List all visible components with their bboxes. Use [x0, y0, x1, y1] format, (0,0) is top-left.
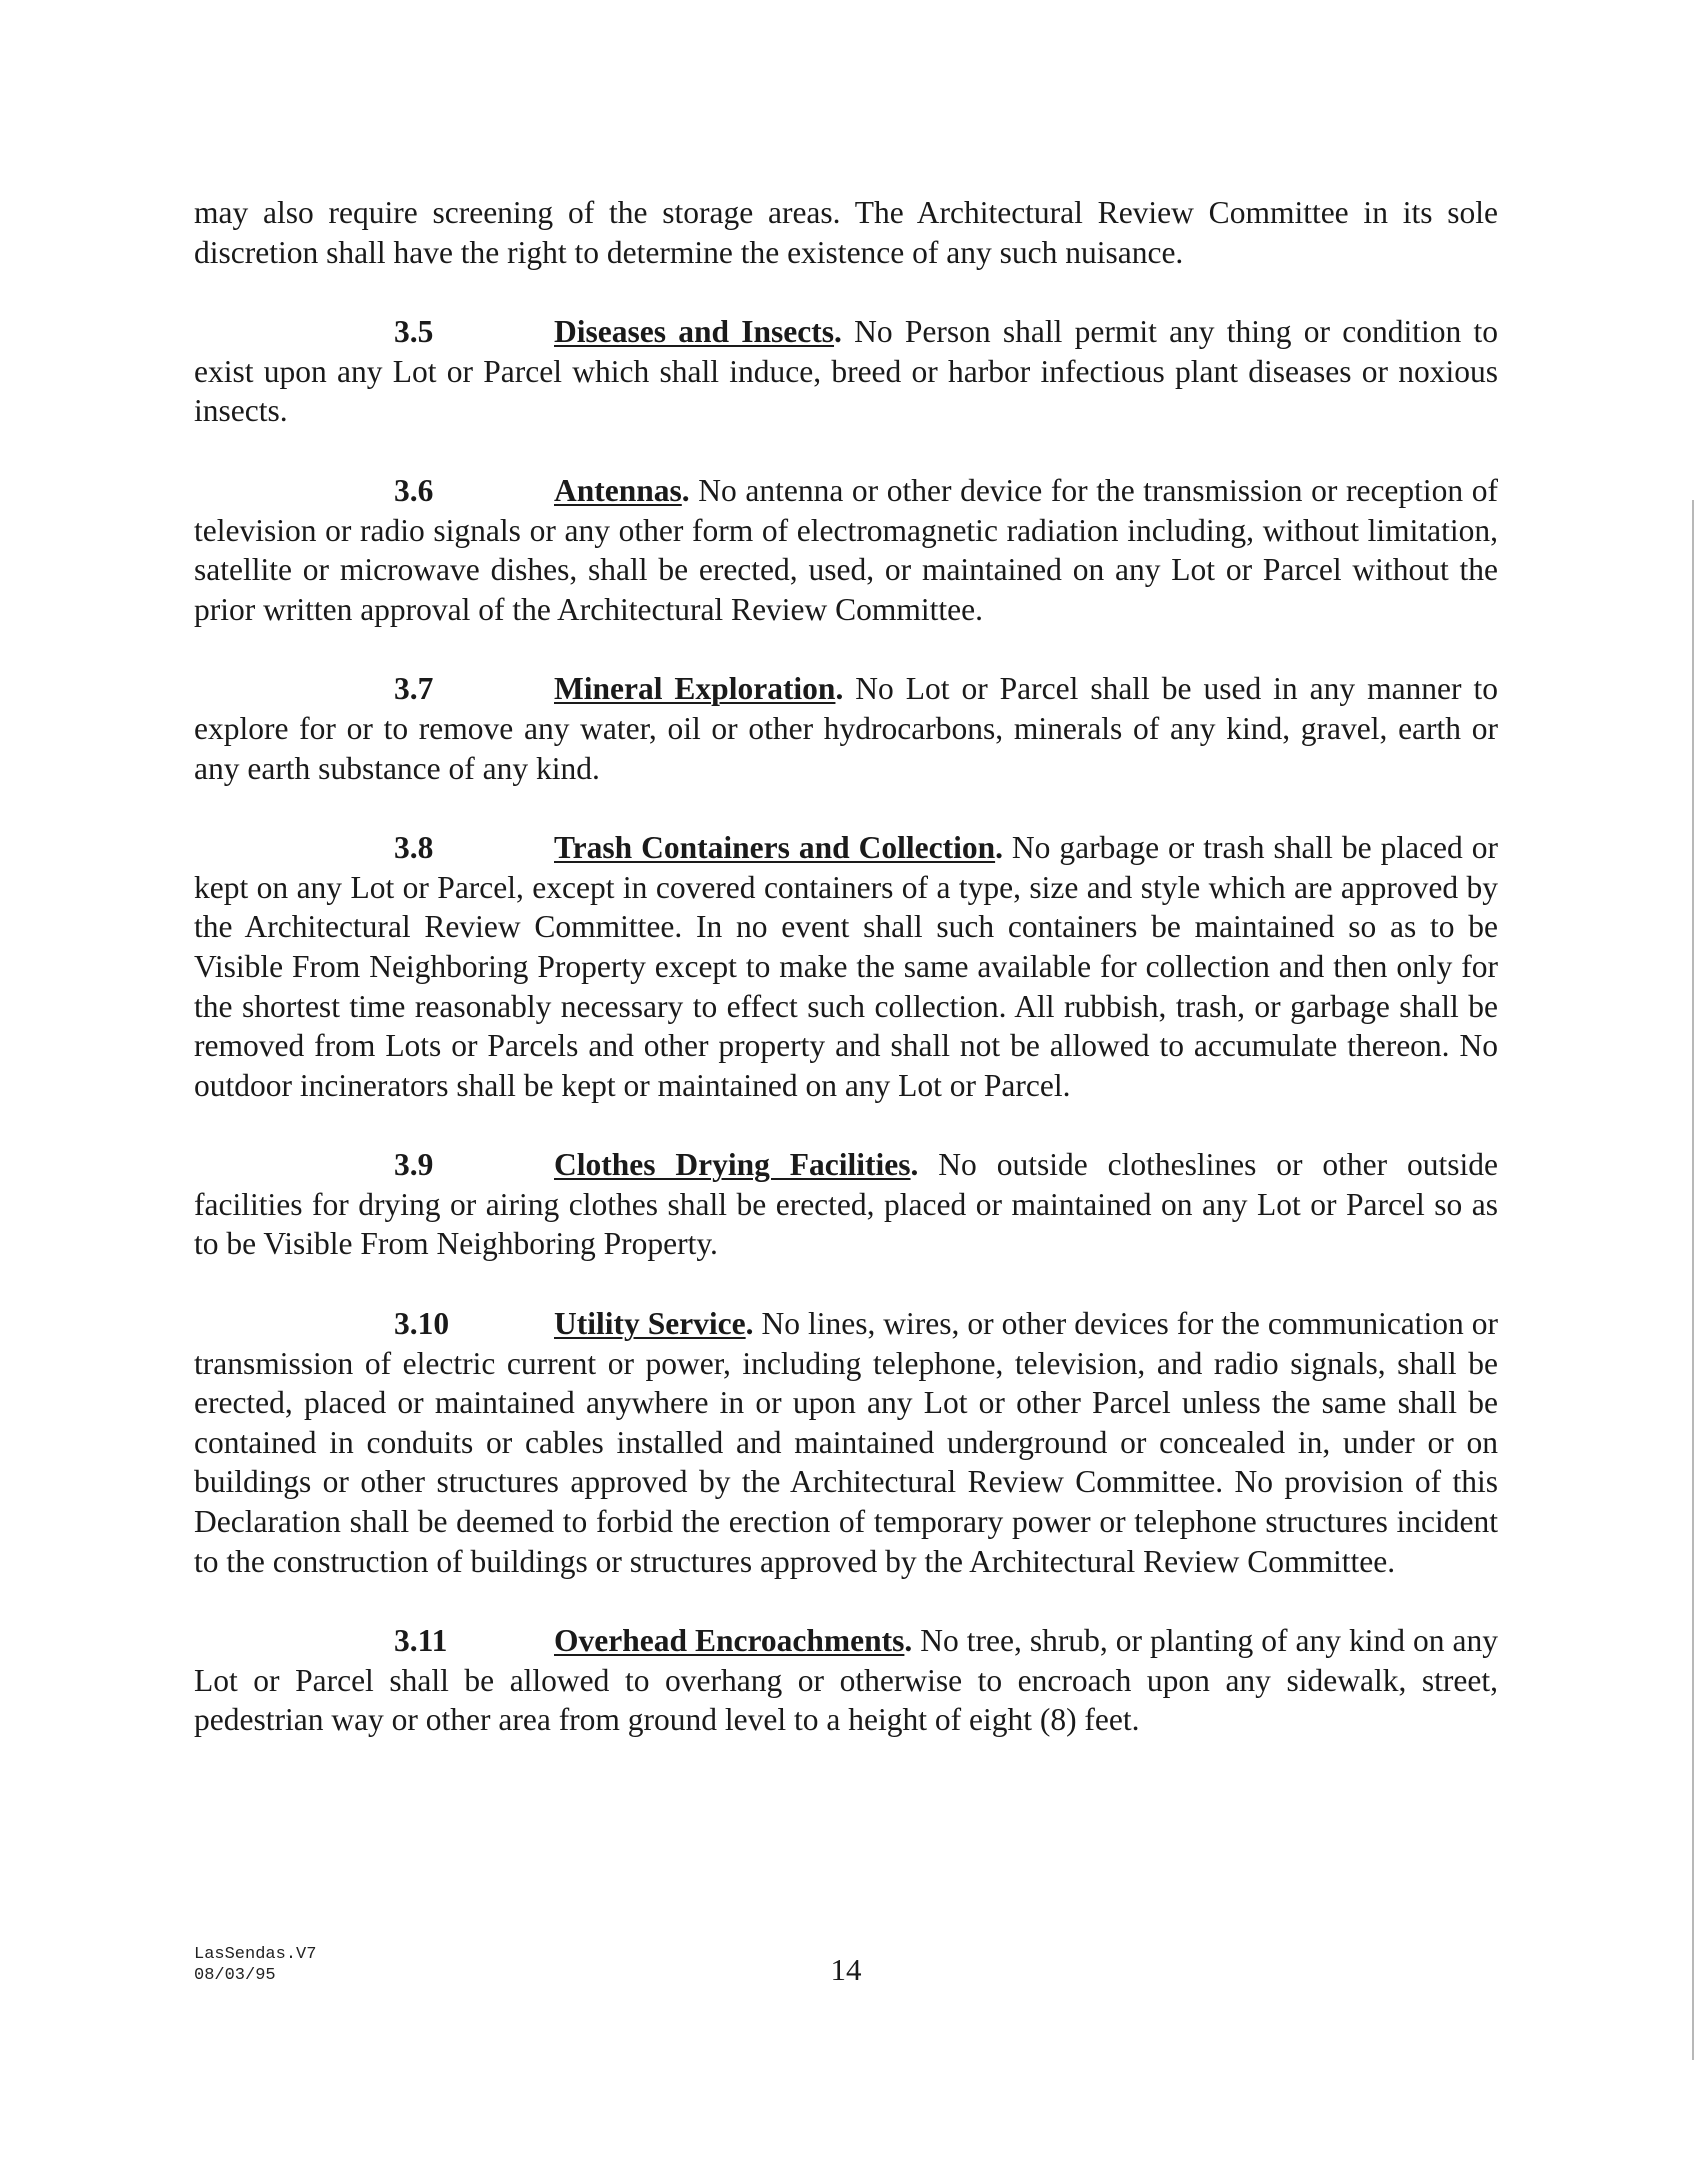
intro-paragraph	[194, 193, 1498, 272]
section-number: 3.9	[394, 1147, 434, 1183]
section-3-6	[194, 471, 1498, 629]
section-number: 3.10	[394, 1306, 450, 1342]
document-body	[194, 193, 1498, 1740]
section-title: Diseases and Insects	[554, 314, 835, 350]
section-3-5	[194, 312, 1498, 431]
section-title-punct: .	[835, 671, 844, 707]
section-3-11	[194, 1621, 1498, 1740]
section-body: No Person shall permit any thing or condition to exist upon any Lot or Parcel which shall induce, breed or harbor infectious plant diseases or noxious insects.	[194, 314, 1498, 429]
section-body: No Lot or Parcel shall be used in any manner to explore for or to remove any water, oil or other hydrocarbons, minerals of any kind, gravel, earth or any earth substance of any kind.	[194, 671, 1498, 786]
section-title: Antennas	[554, 472, 682, 508]
section-number: 3.7	[394, 671, 434, 707]
scan-edge-line	[1692, 500, 1694, 2060]
page-number: 14	[830, 1952, 862, 1987]
section-title-punct: .	[995, 830, 1003, 866]
section-body: No outside clotheslines or other outside facilities for drying or airing clothes shall be erected, placed or maintained on any Lot or Parcel so as to be Visible From Neighboring Property.	[194, 1147, 1498, 1262]
footer-doc-date: 08/03/95	[194, 1966, 276, 1985]
section-number: 3.8	[394, 830, 434, 866]
section-body: No antenna or other device for the transmission or reception of television or radio signals or any other form of electromagnetic radiation including, without limitation, satellite or microwave dishes, shall be erected, used, or maintained on any Lot or Parcel without the prior written approval of the Architectural Review Committee.	[194, 472, 1498, 627]
section-3-9	[194, 1145, 1498, 1264]
section-3-7	[194, 669, 1498, 788]
section-title: Mineral Exploration	[554, 671, 836, 707]
section-title: Trash Containers and Collection	[554, 830, 996, 866]
section-title-punct: .	[904, 1623, 913, 1659]
section-body: No lines, wires, or other devices for the communication or transmission of electric current or power, including telephone, television, and radio signals, shall be erected, placed or maintained anywhere in or upon any Lot or other Parcel unless the same shall be contained in conduits or cables installed and maintained underground or concealed in, under or on buildings or other structures approved by the Architectural Review Committee. No provision of this Declaration shall be deemed to forbid the erection of temporary power or telephone structures incident to the construction of buildings or structures approved by the Architectural Review Committee.	[194, 1306, 1498, 1579]
section-3-8	[194, 828, 1498, 1105]
section-body: No tree, shrub, or planting of any kind on any Lot or Parcel shall be allowed to overhang or otherwise to encroach upon any sidewalk, street, pedestrian way or other area from ground level to a height of eight (8) feet.	[194, 1623, 1498, 1738]
section-title: Overhead Encroachments	[554, 1623, 905, 1659]
intro-text: may also require screening of the storage areas. The Architectural Review Committee in its sole discretion shall have the right to determine the existence of any such nuisance.	[194, 195, 1498, 270]
section-number: 3.6	[394, 472, 434, 508]
section-title: Clothes Drying Facilities	[554, 1147, 911, 1183]
section-body: No garbage or trash shall be placed or kept on any Lot or Parcel, except in covered containers of a type, size and style which are approved by the Architectural Review Committee. In no event shall such containers be maintained so as to be Visible From Neighboring Property except to make the same available for collection and then only for the shortest time reasonably necessary to effect such collection. All rubbish, trash, or garbage shall be removed from Lots or Parcels and other property and shall not be allowed to accumulate thereon. No outdoor incinerators shall be kept or maintained on any Lot or Parcel.	[194, 830, 1498, 1103]
footer-doc-name: LasSendas.V7	[194, 1945, 317, 1964]
section-title-punct: .	[910, 1147, 919, 1183]
section-title-punct: .	[681, 472, 690, 508]
section-title-punct: .	[834, 314, 842, 350]
section-3-10	[194, 1304, 1498, 1581]
footer-doc-id	[194, 1944, 316, 1986]
section-number: 3.5	[394, 314, 434, 350]
section-title: Utility Service	[554, 1306, 746, 1342]
section-number: 3.11	[394, 1623, 448, 1659]
section-title-punct: .	[745, 1306, 754, 1342]
